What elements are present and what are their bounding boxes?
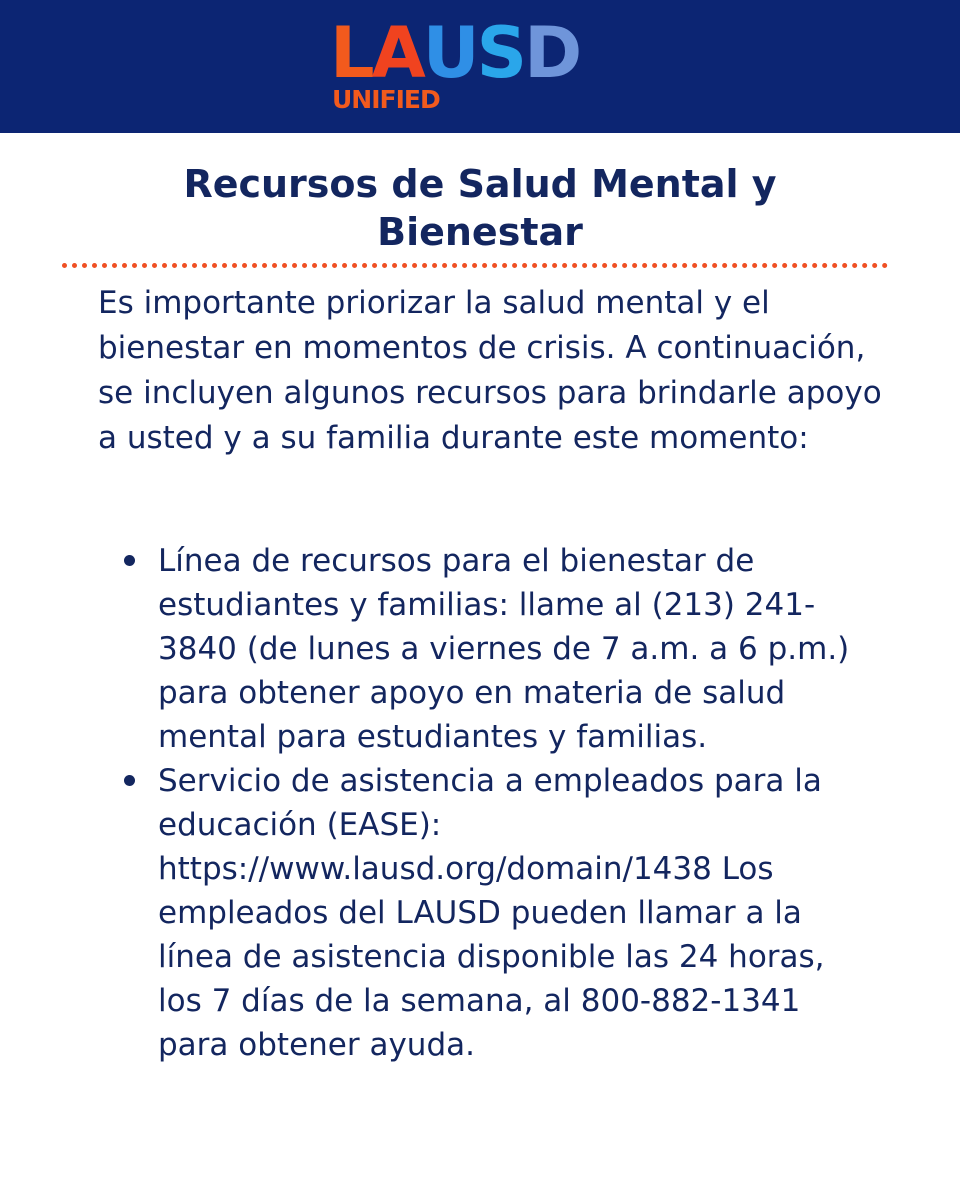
- logo-wordmark: [330, 12, 580, 94]
- dotted-divider: [62, 263, 888, 268]
- logo-subtitle: UNIFIED: [332, 85, 440, 114]
- bullet-icon: [124, 775, 135, 786]
- header-banner: [0, 0, 960, 133]
- resource-text: Línea de recursos para el bienestar de estudiantes y familias: llame al (213) 241-3840 (de lunes a viernes de 7 a.m. a 6 p.m.) para obtener apoyo en materia de salud mental para estudiantes y familias.: [158, 543, 850, 755]
- lausd-unified-logo: [330, 12, 640, 116]
- resource-text: Servicio de asistencia a empleados para la educación (EASE): https://www.lausd.org/domain/1438 Los empleados del LAUSD pueden llamar a la línea de asistencia disponible las 24 horas, los 7 días de la semana, al 800-882-1341 para obtener ayuda.: [158, 763, 825, 1063]
- list-item: [120, 759, 860, 1067]
- logo-letter-a: A: [371, 12, 423, 94]
- logo-letter-l: L: [330, 12, 372, 94]
- logo-letter-u: U: [422, 12, 477, 94]
- logo-letter-s: S: [476, 12, 525, 94]
- bullet-icon: [124, 555, 135, 566]
- intro-paragraph: Es importante priorizar la salud mental y el bienestar en momentos de crisis. A continuación, se incluyen algunos recursos para brindarle apoyo a usted y a su familia durante este momento:: [98, 285, 882, 456]
- list-item: [120, 539, 860, 759]
- logo-letter-d: D: [524, 12, 580, 94]
- resource-list: [120, 539, 860, 1067]
- page-title: Recursos de Salud Mental y Bienestar: [183, 162, 777, 254]
